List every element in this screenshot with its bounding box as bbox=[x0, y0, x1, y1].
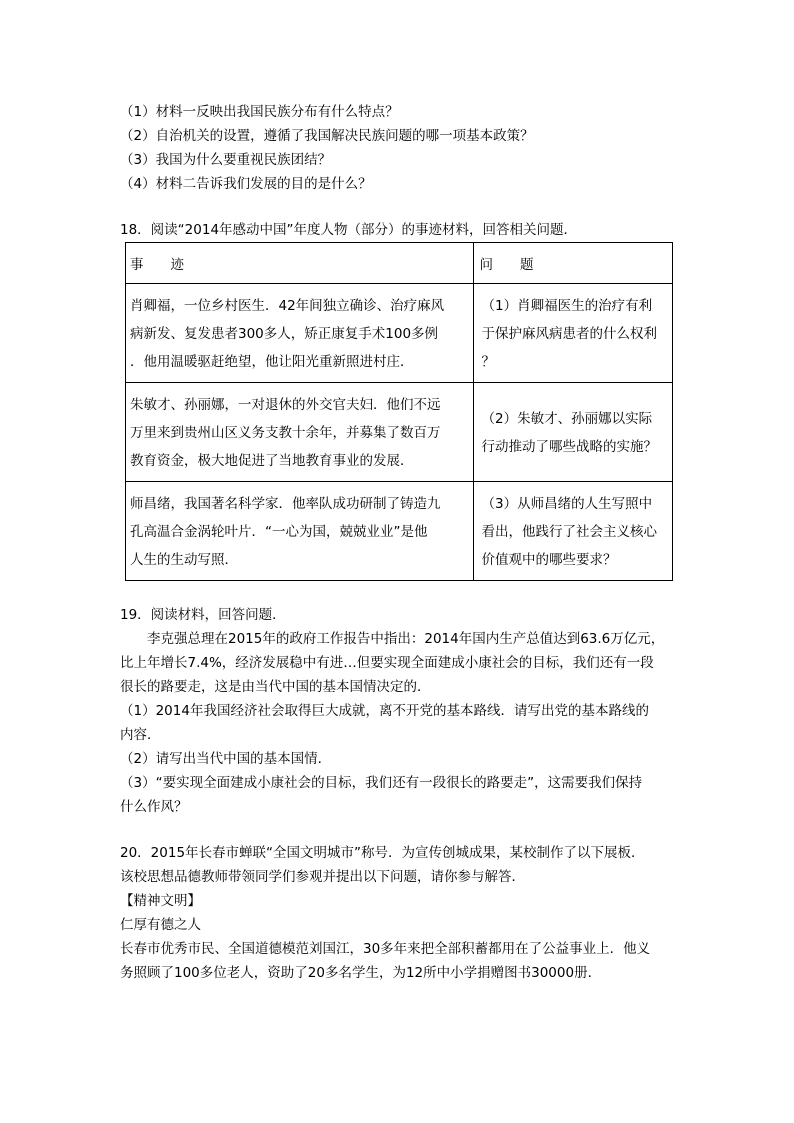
q19-title: 19．阅读材料，回答问题． bbox=[120, 607, 286, 623]
q18-title: 18．阅读“2014年感动中国”年度人物（部分）的事迹材料，回答相关问题． bbox=[120, 222, 578, 238]
table-row bbox=[126, 284, 673, 383]
question-line: 于保护麻风病患者的什么权利 bbox=[481, 326, 658, 342]
q19-sub-3: （3）“要实现全面建成小康社会的目标，我们还有一段很长的路要走”，这需要我们保持 bbox=[120, 775, 643, 791]
q20-title: 20．2015年长春市蝉联“全国文明城市”称号．为宣传创城成果，某校制作了以下展板． bbox=[120, 845, 645, 861]
question-cell bbox=[473, 482, 672, 581]
q19-material-line: 比上年增长7.4%，经济发展稳中有进…但要实现全面建成小康社会的目标，我们还有一段 bbox=[120, 655, 654, 671]
document-page bbox=[120, 100, 680, 985]
q18-table bbox=[125, 242, 673, 581]
q17-sub-4: （4）材料二告诉我们发展的目的是什么？ bbox=[120, 176, 372, 192]
q19-sub-3-cont: 什么作风？ bbox=[120, 799, 188, 815]
event-line: 朱敏才、孙丽娜，一对退休的外交官夫妇．他们不远 bbox=[130, 397, 441, 413]
event-line: 肖卿福，一位乡村医生．42年间独立确诊、治疗麻风 bbox=[130, 298, 445, 314]
event-line: 师昌绪，我国著名科学家．他率队成功研制了铸造九 bbox=[130, 496, 441, 512]
q20-board-title: 仁厚有德之人 bbox=[120, 917, 201, 933]
q19-material-line: 很长的路要走，这是由当代中国的基本国情决定的． bbox=[120, 679, 431, 695]
event-line: 教育资金，极大地促进了当地教育事业的发展． bbox=[130, 453, 414, 469]
q17-sub-3: （3）我国为什么要重视民族团结？ bbox=[120, 152, 332, 168]
event-cell bbox=[126, 284, 474, 383]
table-header-row bbox=[126, 243, 673, 284]
question-cell bbox=[473, 284, 672, 383]
event-line: ．他用温暖驱赶绝望，他让阳光重新照进村庄． bbox=[130, 354, 414, 370]
table-row bbox=[126, 383, 673, 482]
event-line: 病新发、复发患者300多人，矫正康复手术100多例 bbox=[130, 326, 439, 342]
q17-section bbox=[120, 100, 680, 196]
q18-section bbox=[120, 218, 680, 581]
q17-sub-2: （2）自治机关的设置，遵循了我国解决民族问题的哪一项基本政策？ bbox=[120, 128, 534, 144]
q19-sub-2: （2）请写出当代中国的基本国情． bbox=[120, 751, 332, 767]
question-line: （1）肖卿福医生的治疗有利 bbox=[481, 298, 653, 314]
event-line: 人生的生动写照． bbox=[130, 552, 238, 568]
question-line: （3）从师昌绪的人生写照中 bbox=[481, 496, 653, 512]
question-line: 价值观中的哪些要求？ bbox=[481, 552, 617, 568]
q19-section bbox=[120, 603, 680, 819]
event-line: 万里来到贵州山区义务支教十余年，并募集了数百万 bbox=[130, 425, 441, 441]
event-cell bbox=[126, 482, 474, 581]
header-questions: 问 题 bbox=[473, 243, 672, 284]
question-cell bbox=[473, 383, 672, 482]
event-cell bbox=[126, 383, 474, 482]
table-row bbox=[126, 482, 673, 581]
q19-material-line: 李克强总理在2015年的政府工作报告中指出：2014年国内生产总值达到63.6万亿元， bbox=[147, 631, 665, 647]
question-line: 看出，他践行了社会主义核心 bbox=[481, 524, 658, 540]
event-line: 孔高温合金涡轮叶片．“一心为国，兢兢业业”是他 bbox=[130, 524, 428, 540]
q20-section bbox=[120, 841, 680, 985]
q19-sub-1-cont: 内容． bbox=[120, 727, 161, 743]
header-events: 事 迹 bbox=[126, 243, 474, 284]
question-line: 行动推动了哪些战略的实施？ bbox=[481, 439, 658, 455]
q20-subheading: 【精神文明】 bbox=[120, 893, 201, 909]
q19-sub-1: （1）2014年我国经济社会取得巨大成就，离不开党的基本路线．请写出党的基本路线的 bbox=[120, 703, 649, 719]
q20-text-line: 长春市优秀市民、全国道德模范刘国江，30多年来把全部积蓄都用在了公益事业上．他义 bbox=[120, 941, 651, 957]
q20-intro: 该校思想品德教师带领同学们参观并提出以下问题，请你参与解答． bbox=[120, 869, 525, 885]
question-line: ？ bbox=[481, 354, 496, 370]
q20-text-line: 务照顾了100多位老人，资助了20多名学生，为12所中小学捐赠图书30000册． bbox=[120, 965, 602, 981]
q17-sub-1: （1）材料一反映出我国民族分布有什么特点？ bbox=[120, 104, 399, 120]
question-line: （2）朱敏才、孙丽娜以实际 bbox=[481, 411, 653, 427]
